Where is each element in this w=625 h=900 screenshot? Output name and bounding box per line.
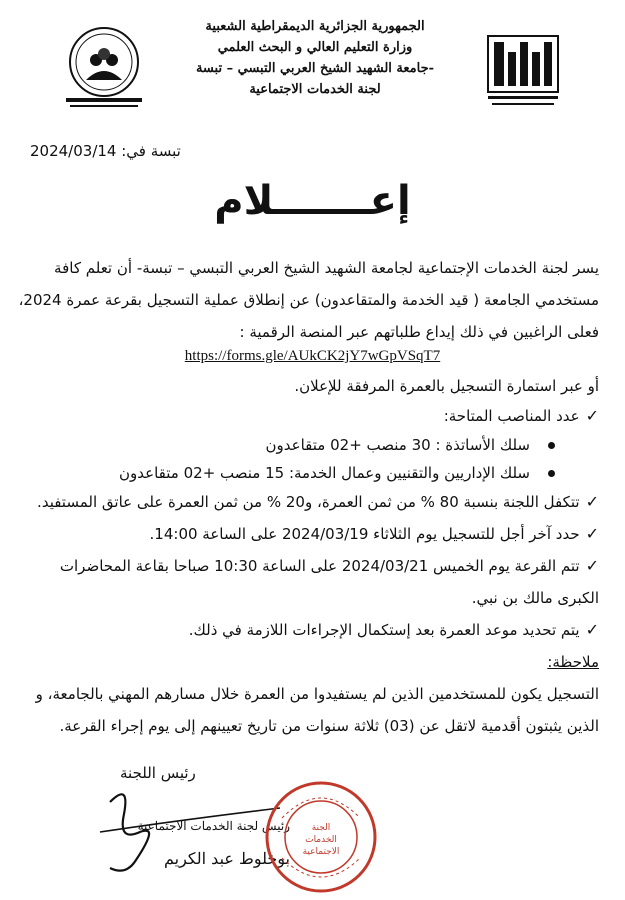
- signature-heading: رئيس اللجنة: [120, 764, 196, 782]
- paragraph-line-3: فعلى الراغبين في ذلك إيداع طلباتهم عبر المنصة الرقمية :: [239, 323, 599, 341]
- official-seal: [262, 778, 380, 896]
- paragraph-line-4: أو عبر استمارة التسجيل بالعمرة المرفقة للإعلان.: [294, 377, 599, 395]
- checkmark-icon: ✓: [585, 556, 599, 575]
- header-line-ministry: وزارة التعليم العالي و البحث العلمي: [217, 40, 413, 55]
- posts-heading: ✓عدد المناصب المتاحة:: [443, 406, 599, 425]
- stamp-name-text: بوخلوط عبد الكريم: [164, 849, 290, 868]
- checkmark-icon: ✓: [585, 492, 599, 511]
- stamp-title-text: رئيس لجنة الخدمات الاجتماعية: [137, 819, 290, 833]
- note-line-2: الذين يثبتون أقدمية لاتقل عن (03) ثلاثة سنوات من تاريخ تعيينهم إلى يوم إجراء القرعة.: [59, 717, 599, 735]
- document-date: تبسة في: 2024/03/14: [30, 142, 181, 160]
- item-umrah-date: ✓يتم تحديد موعد العمرة بعد إستكمال الإجراءات اللازمة في ذلك.: [188, 620, 599, 639]
- registration-form-link[interactable]: https://forms.gle/AUkCK2jY7wGpVSqT7: [184, 348, 441, 364]
- checkmark-icon: ✓: [585, 524, 599, 543]
- header-line-republic: الجمهورية الجزائرية الديمقراطية الشعبية: [205, 19, 425, 34]
- bullet-staff: سلك الإداريين والتقنيين وعمال الخدمة: 15 منصب +02 متقاعدون: [119, 464, 555, 482]
- svg-text:الخدمات: الخدمات: [305, 835, 337, 845]
- item-cost-share: ✓تتكفل اللجنة بنسبة 80 % من ثمن العمرة، و20 % من ثمن العمرة على عاتق المستفيد.: [37, 492, 599, 511]
- item-draw-location: الكبرى مالك بن نبي.: [471, 589, 599, 607]
- header-line-committee: لجنة الخدمات الاجتماعية: [249, 82, 381, 97]
- header-line-university: جامعة الشهيد الشيخ العربي التبسي – تبسة-: [195, 61, 435, 76]
- checkmark-icon: ✓: [585, 620, 599, 639]
- social-services-logo: [56, 22, 152, 112]
- svg-text:الاجتماعية: الاجتماعية: [302, 847, 340, 857]
- svg-text:الجنة: الجنة: [311, 823, 331, 833]
- bullet-icon: [548, 470, 555, 477]
- bullet-professors: سلك الأساتذة : 30 منصب +02 متقاعدون: [266, 436, 555, 454]
- university-logo: [480, 30, 566, 114]
- note-heading: ملاحظة:: [547, 653, 599, 671]
- paragraph-line-2: مستخدمي الجامعة ( قيد الخدمة والمتقاعدون) عن إنطلاق عملية التسجيل بقرعة عمرة 2024،: [18, 291, 599, 309]
- checkmark-icon: ✓: [585, 406, 599, 425]
- letterhead: [180, 16, 450, 100]
- paragraph-line-1: يسر لجنة الخدمات الإجتماعية لجامعة الشهيد الشيخ العربي التبسي – تبسة- أن تعلم كافة: [54, 259, 599, 277]
- note-line-1: التسجيل يكون للمستخدمين الذين لم يستفيدوا من العمرة خلال مسارهم المهني بالجامعة، و: [35, 685, 599, 703]
- item-draw-date: ✓تتم القرعة يوم الخميس 2024/03/21 على الساعة 10:30 صباحا بقاعة المحاضرات: [59, 556, 599, 575]
- document-title: إعـــــــلام: [214, 178, 411, 224]
- bullet-icon: [548, 442, 555, 449]
- item-deadline: ✓حدد آخر أجل للتسجيل يوم الثلاثاء 2024/03/19 على الساعة 14:00.: [149, 524, 599, 543]
